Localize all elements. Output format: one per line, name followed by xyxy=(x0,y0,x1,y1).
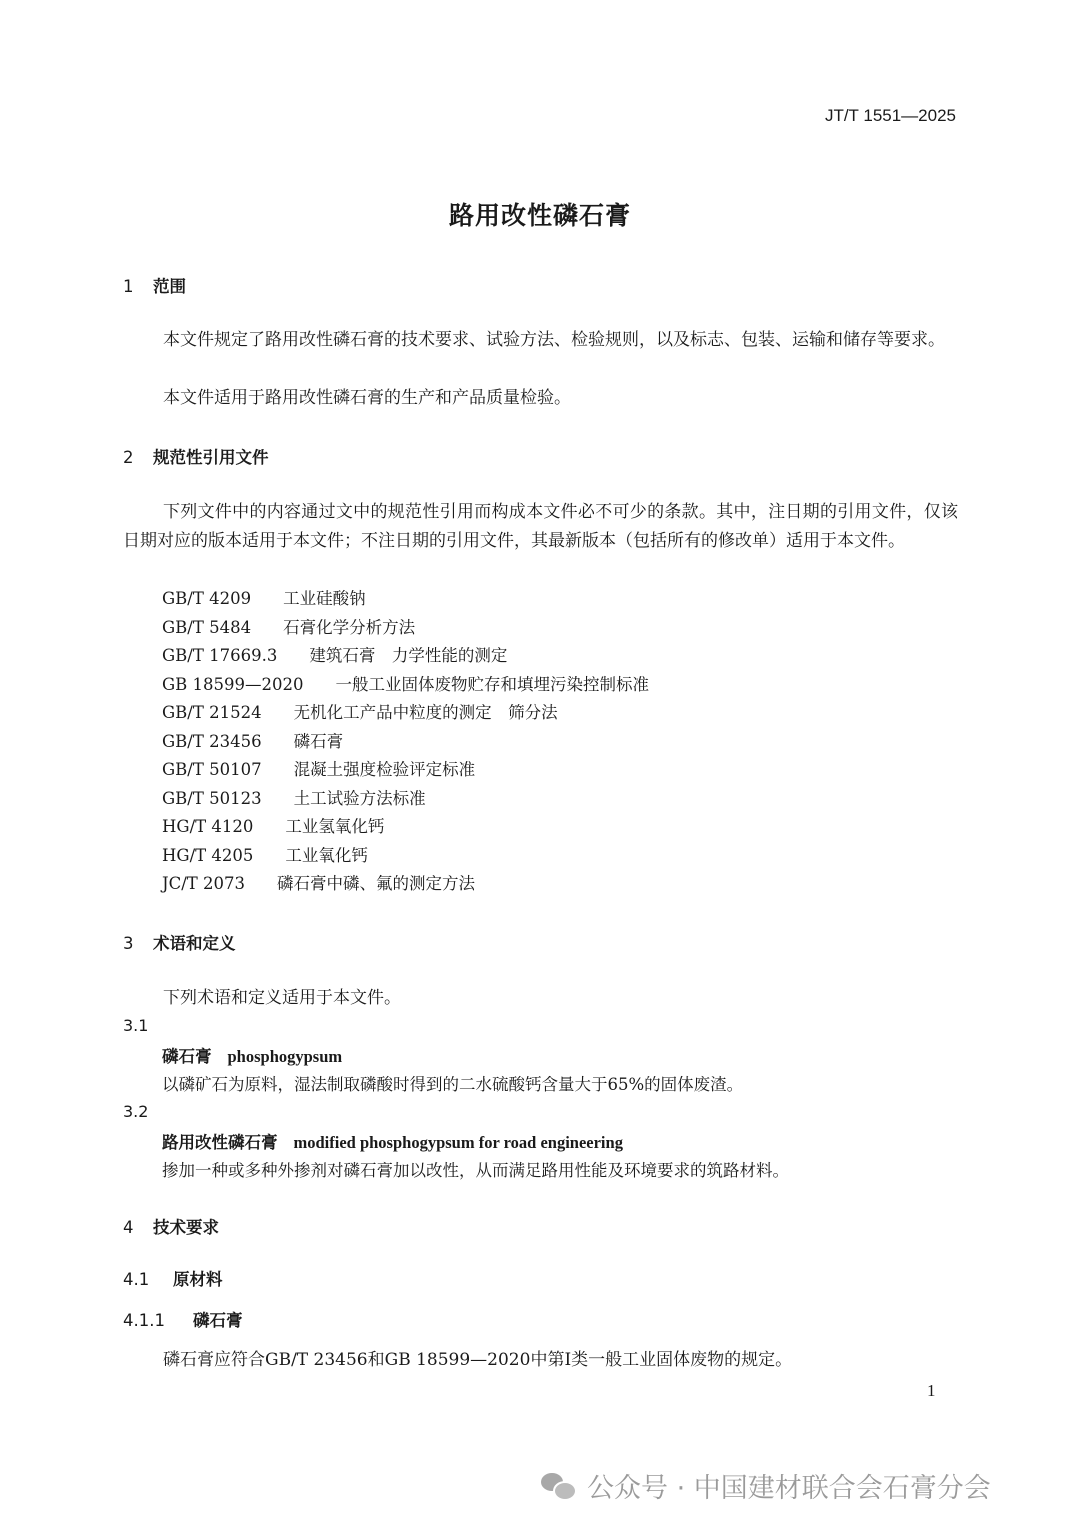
reference-item xyxy=(162,842,368,866)
reference-code: HG/T 4205 xyxy=(162,846,254,865)
reference-code: GB/T 50123 xyxy=(162,789,262,808)
reference-title: 磷石膏 xyxy=(293,732,344,751)
watermark xyxy=(541,1466,991,1505)
reference-item xyxy=(162,813,384,837)
reference-title: 工业硅酸钠 xyxy=(283,589,366,608)
section-3-heading xyxy=(123,930,236,954)
reference-code: GB/T 17669.3 xyxy=(162,646,278,665)
watermark-text: 公众号 · 中国建材联合会石膏分会 xyxy=(587,1473,991,1504)
reference-item xyxy=(162,614,415,638)
reference-item xyxy=(162,642,507,666)
reference-item xyxy=(162,671,649,695)
section-4-1-1-paragraph-1: 磷石膏应符合GB/T 23456和GB 18599—2020中第Ⅰ类一般工业固体废物的规定。 xyxy=(163,1350,793,1370)
reference-title: 工业氧化钙 xyxy=(285,846,368,865)
section-3-paragraph-1: 下列术语和定义适用于本文件。 xyxy=(163,988,401,1008)
section-title: 范围 xyxy=(153,277,186,296)
reference-title: 磷石膏中磷、氟的测定方法 xyxy=(277,874,476,893)
reference-item xyxy=(162,699,558,723)
term-name-zh: 磷石膏 xyxy=(162,1047,212,1066)
reference-code: GB/T 5484 xyxy=(162,618,252,637)
reference-title: 混凝土强度检验评定标准 xyxy=(293,760,476,779)
section-title: 规范性引用文件 xyxy=(153,448,269,467)
reference-code: JC/T 2073 xyxy=(162,874,246,893)
section-1-heading xyxy=(123,273,186,297)
section-1-paragraph-1: 本文件规定了路用改性磷石膏的技术要求、试验方法、检验规则，以及标志、包装、运输和储存等要求。 xyxy=(163,330,945,350)
term-name-en: modified phosphogypsum for road engineering xyxy=(293,1133,623,1152)
reference-code: GB/T 23456 xyxy=(162,732,262,751)
reference-item xyxy=(162,870,475,894)
section-4-heading xyxy=(123,1214,219,1238)
section-number: 4.1 xyxy=(123,1270,150,1289)
reference-title: 建筑石膏 力学性能的测定 xyxy=(309,646,508,665)
section-1-paragraph-2: 本文件适用于路用改性磷石膏的生产和产品质量检验。 xyxy=(163,388,571,408)
section-4-1-heading xyxy=(123,1266,223,1290)
section-title: 术语和定义 xyxy=(153,934,236,953)
reference-code: GB/T 21524 xyxy=(162,703,262,722)
section-number: 4 xyxy=(123,1218,134,1237)
reference-title: 一般工业固体废物贮存和填埋污染控制标准 xyxy=(335,675,650,694)
reference-title: 工业氢氧化钙 xyxy=(285,817,385,836)
reference-item xyxy=(162,728,343,752)
page-number: 1 xyxy=(927,1381,936,1400)
reference-title: 土工试验方法标准 xyxy=(293,789,426,808)
reference-code: GB/T 4209 xyxy=(162,589,252,608)
reference-code: HG/T 4120 xyxy=(162,817,254,836)
section-2-paragraph-1: 下列文件中的内容通过文中的规范性引用而构成本文件必不可少的条款。其中，注日期的引用文件，仅该日期对应的版本适用于本文件；不注日期的引用文件，其最新版本（包括所有的修改单）适用于本文件。 xyxy=(123,502,958,551)
term-definition: 以磷矿石为原料，湿法制取磷酸时得到的二水硫酸钙含量大于65%的固体废渣。 xyxy=(162,1075,744,1094)
reference-code: GB 18599—2020 xyxy=(162,675,304,694)
reference-code: GB/T 50107 xyxy=(162,760,262,779)
section-number: 4.1.1 xyxy=(123,1311,165,1330)
section-4-1-1-heading xyxy=(123,1307,243,1331)
section-2-heading xyxy=(123,444,269,468)
section-title: 磷石膏 xyxy=(193,1311,243,1330)
reference-item xyxy=(162,585,366,609)
wechat-icon xyxy=(541,1471,575,1501)
section-number: 1 xyxy=(123,277,134,296)
document-title: 路用改性磷石膏 xyxy=(448,201,631,230)
section-title: 原材料 xyxy=(173,1270,223,1289)
standard-number: JT/T 1551—2025 xyxy=(824,106,956,125)
reference-title: 石膏化学分析方法 xyxy=(283,618,416,637)
reference-item xyxy=(162,785,426,809)
term-name-en: phosphogypsum xyxy=(227,1047,343,1066)
reference-item xyxy=(162,756,475,780)
term-number: 3.1 xyxy=(123,1016,149,1035)
term-definition: 掺加一种或多种外掺剂对磷石膏加以改性，从而满足路用性能及环境要求的筑路材料。 xyxy=(162,1161,789,1180)
section-title: 技术要求 xyxy=(153,1218,219,1237)
reference-title: 无机化工产品中粒度的测定 筛分法 xyxy=(293,703,558,722)
term-name-zh: 路用改性磷石膏 xyxy=(162,1133,278,1152)
section-number: 2 xyxy=(123,448,134,467)
term-name xyxy=(162,1129,623,1153)
section-number: 3 xyxy=(123,934,134,953)
term-name xyxy=(162,1043,342,1067)
term-number: 3.2 xyxy=(123,1102,149,1121)
